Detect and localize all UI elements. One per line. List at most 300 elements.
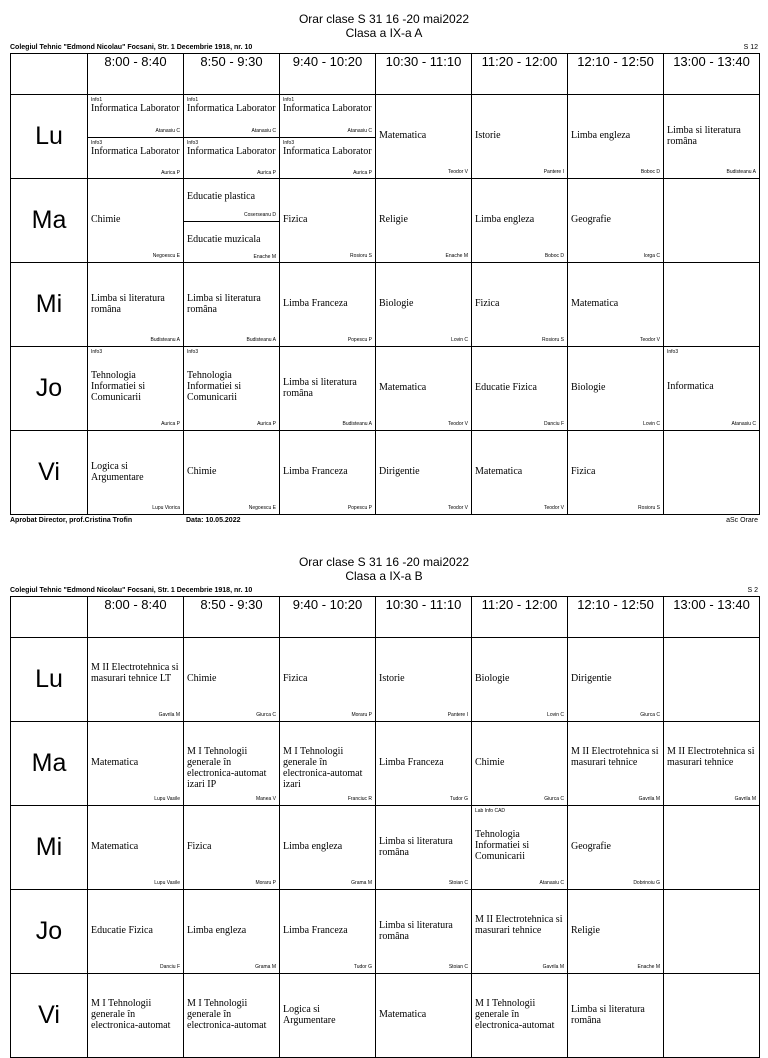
teacher-label: Lupu Viorica bbox=[152, 505, 180, 511]
subject-label: Informatica Laborator bbox=[187, 145, 276, 157]
lesson-half bbox=[184, 179, 279, 221]
room-label: Info1 bbox=[187, 97, 199, 103]
lesson-cell bbox=[88, 722, 184, 806]
subject-label: Chimie bbox=[475, 757, 505, 768]
subject-label: Fizica bbox=[571, 466, 596, 477]
subject-label: Informatica Laborator bbox=[187, 103, 276, 114]
subject-label: Chimie bbox=[187, 673, 217, 684]
lesson-content bbox=[472, 431, 567, 514]
class-name: Clasa a IX-a A bbox=[345, 26, 423, 40]
teacher-label: Popescu P bbox=[347, 505, 372, 511]
approved-by: Aprobat Director, prof.Cristina Trofin bbox=[10, 517, 133, 524]
subject-label: Limba si literatura româna bbox=[379, 920, 453, 942]
lesson-content bbox=[376, 263, 471, 346]
lesson-cell bbox=[280, 890, 376, 974]
hour-header: 9:40 - 10:20 bbox=[280, 54, 376, 95]
lesson-content bbox=[664, 431, 759, 514]
lesson-content bbox=[568, 263, 663, 346]
teacher-label: Negoescu E bbox=[152, 253, 180, 259]
subject-label: Matematica bbox=[379, 130, 427, 141]
lesson-content bbox=[376, 179, 471, 262]
subject-label: Limba Franceza bbox=[379, 757, 444, 768]
teacher-label: Rosioru S bbox=[638, 505, 660, 511]
lesson-cell bbox=[568, 638, 664, 722]
lesson-cell bbox=[472, 974, 568, 1058]
teacher-label: Pantere I bbox=[543, 169, 564, 175]
subject-label: Tehnologia Informatiei si Comunicarii bbox=[91, 370, 146, 403]
lesson-cell bbox=[184, 179, 280, 263]
teacher-label: Enache M bbox=[637, 964, 660, 970]
corner-cell bbox=[11, 54, 88, 95]
school-address: Colegiul Tehnic "Edmond Nicolau" Focsani, Str. 1 Decembrie 1918, nr. 10 bbox=[10, 587, 253, 594]
timetable-grid bbox=[10, 53, 760, 515]
day-label: Ma bbox=[11, 179, 88, 263]
lesson-cell bbox=[664, 179, 760, 263]
lesson-content bbox=[184, 431, 279, 514]
teacher-label: Gavrila M bbox=[638, 796, 660, 802]
lesson-content bbox=[568, 638, 663, 721]
subject-label: Limba si literatura româna bbox=[91, 293, 165, 315]
hour-header: 8:50 - 9:30 bbox=[184, 54, 280, 95]
lesson-cell bbox=[88, 638, 184, 722]
lesson-content bbox=[184, 722, 279, 805]
subject-label: M II Electrotehnica si masurari tehnice bbox=[475, 914, 563, 936]
lesson-cell bbox=[568, 806, 664, 890]
teacher-label: Budisteanu A bbox=[726, 169, 756, 175]
teacher-label: Budisteanu A bbox=[246, 337, 276, 343]
subject-label: Educatie Fizica bbox=[475, 382, 537, 393]
teacher-label: Lupu Vasile bbox=[154, 880, 180, 886]
lesson-cell bbox=[88, 806, 184, 890]
teacher-label: Rosioru S bbox=[542, 337, 564, 343]
subject-label: Chimie bbox=[187, 466, 217, 477]
teacher-label: Budisteanu A bbox=[342, 421, 372, 427]
hour-header: 9:40 - 10:20 bbox=[280, 597, 376, 638]
lesson-cell bbox=[280, 806, 376, 890]
day-label: Ma bbox=[11, 722, 88, 806]
timetable-sheet-b bbox=[0, 553, 768, 1031]
subject-label: Logica si Argumentare bbox=[91, 461, 144, 483]
lesson-cell bbox=[88, 263, 184, 347]
day-row bbox=[11, 95, 760, 179]
hour-header: 13:00 - 13:40 bbox=[664, 597, 760, 638]
subject-label: Matematica bbox=[379, 1009, 427, 1020]
lesson-content bbox=[664, 638, 759, 721]
day-label: Lu bbox=[11, 638, 88, 722]
lesson-content bbox=[472, 638, 567, 721]
teacher-label: Atanasiu C bbox=[251, 127, 276, 134]
teacher-label: Pantere I bbox=[447, 712, 468, 718]
subject-label: Dirigentie bbox=[379, 466, 420, 477]
teacher-label: Atanasiu C bbox=[347, 127, 372, 134]
lesson-content bbox=[472, 806, 567, 889]
lesson-content bbox=[88, 95, 183, 178]
lesson-content bbox=[568, 806, 663, 889]
lesson-cell bbox=[184, 722, 280, 806]
lesson-cell bbox=[280, 431, 376, 515]
subject-label: Informatica Laborator bbox=[283, 103, 372, 114]
lesson-content bbox=[376, 638, 471, 721]
lesson-content bbox=[472, 347, 567, 430]
subject-label: M II Electrotehnica si masurari tehnice bbox=[571, 746, 659, 768]
lesson-cell bbox=[184, 890, 280, 974]
teacher-label: Aurica P bbox=[353, 170, 372, 176]
lesson-content bbox=[376, 347, 471, 430]
room-label: Info3 bbox=[187, 349, 199, 355]
corner-cell bbox=[11, 597, 88, 638]
lesson-cell bbox=[376, 806, 472, 890]
subject-label: Informatica Laborator bbox=[283, 145, 372, 157]
subject-label: Limba si literatura româna bbox=[283, 377, 357, 399]
day-label: Vi bbox=[11, 431, 88, 515]
day-row bbox=[11, 263, 760, 347]
lesson-half bbox=[280, 137, 375, 179]
teacher-label: Danciu F bbox=[159, 964, 180, 970]
teacher-label: Manea V bbox=[255, 796, 276, 802]
lesson-cell bbox=[664, 806, 760, 890]
teacher-label: Teodor V bbox=[639, 337, 660, 343]
lesson-cell bbox=[568, 179, 664, 263]
subject-label: Chimie bbox=[91, 214, 121, 225]
lesson-cell bbox=[664, 638, 760, 722]
lesson-content bbox=[376, 431, 471, 514]
hour-header: 12:10 - 12:50 bbox=[568, 54, 664, 95]
sheet-title: Orar clase S 31 16 -20 mai2022 bbox=[298, 555, 470, 569]
subject-label: Limba engleza bbox=[187, 925, 247, 936]
hour-header: 10:30 - 11:10 bbox=[376, 597, 472, 638]
lesson-content bbox=[184, 890, 279, 973]
lesson-cell bbox=[472, 431, 568, 515]
lesson-cell bbox=[664, 431, 760, 515]
subject-label: Fizica bbox=[475, 298, 500, 309]
lesson-cell bbox=[376, 974, 472, 1058]
teacher-label: Lovin C bbox=[451, 337, 468, 343]
lesson-content bbox=[472, 974, 567, 1057]
lesson-content bbox=[280, 974, 375, 1057]
lesson-cell bbox=[664, 95, 760, 179]
teacher-label: Lovin C bbox=[643, 421, 660, 427]
lesson-content bbox=[280, 722, 375, 805]
hour-header: 8:50 - 9:30 bbox=[184, 597, 280, 638]
lesson-content bbox=[184, 263, 279, 346]
lesson-content bbox=[664, 890, 759, 973]
lesson-content bbox=[280, 890, 375, 973]
lesson-content bbox=[88, 263, 183, 346]
lesson-cell bbox=[568, 890, 664, 974]
lesson-half bbox=[184, 95, 279, 137]
teacher-label: Gavrila M bbox=[158, 712, 180, 718]
lesson-cell bbox=[472, 179, 568, 263]
lesson-content bbox=[184, 347, 279, 430]
subject-label: Fizica bbox=[283, 214, 308, 225]
room-label: Info1 bbox=[283, 97, 295, 103]
lesson-cell bbox=[280, 638, 376, 722]
teacher-label: Grama M bbox=[255, 964, 276, 970]
room-label: Info3 bbox=[283, 139, 295, 146]
subject-label: M II Electrotehnica si masurari tehnice bbox=[667, 746, 755, 768]
lesson-cell bbox=[184, 806, 280, 890]
lesson-cell bbox=[184, 974, 280, 1058]
lesson-content bbox=[568, 974, 663, 1057]
lesson-cell bbox=[184, 431, 280, 515]
hour-header: 10:30 - 11:10 bbox=[376, 54, 472, 95]
teacher-label: Boboc D bbox=[640, 169, 660, 175]
teacher-label: Aurica P bbox=[257, 170, 276, 176]
lesson-content bbox=[280, 806, 375, 889]
lesson-content bbox=[472, 95, 567, 178]
lesson-cell bbox=[376, 431, 472, 515]
lesson-half bbox=[184, 137, 279, 179]
lesson-cell bbox=[280, 722, 376, 806]
teacher-label: Stoian C bbox=[448, 964, 468, 970]
subject-label: Limba engleza bbox=[475, 214, 535, 225]
teacher-label: Aurica P bbox=[161, 170, 180, 176]
teacher-label: Atanasiu C bbox=[155, 127, 180, 134]
lesson-content bbox=[568, 347, 663, 430]
lesson-content bbox=[88, 974, 183, 1057]
lesson-cell bbox=[472, 722, 568, 806]
subject-label: M II Electrotehnica si masurari tehnice LT bbox=[91, 662, 179, 684]
lesson-cell bbox=[184, 347, 280, 431]
lesson-cell bbox=[664, 347, 760, 431]
lesson-content bbox=[184, 179, 279, 262]
lesson-content bbox=[664, 95, 759, 178]
lesson-cell bbox=[280, 347, 376, 431]
lesson-content bbox=[568, 95, 663, 178]
lesson-cell bbox=[88, 95, 184, 179]
day-label: Jo bbox=[11, 347, 88, 431]
day-row bbox=[11, 347, 760, 431]
lesson-cell bbox=[664, 263, 760, 347]
day-label: Mi bbox=[11, 263, 88, 347]
subject-label: Limba Franceza bbox=[283, 925, 348, 936]
subject-label: Biologie bbox=[475, 673, 510, 684]
lesson-cell bbox=[184, 95, 280, 179]
lesson-cell bbox=[472, 806, 568, 890]
subject-label: Educatie muzicala bbox=[187, 233, 261, 245]
teacher-label: Atanasiu C bbox=[731, 421, 756, 427]
lesson-cell bbox=[184, 638, 280, 722]
subject-label: Tehnologia Informatiei si Comunicarii bbox=[475, 829, 530, 862]
teacher-label: Coserseanu D bbox=[244, 211, 276, 218]
page-number: S 2 bbox=[747, 587, 758, 594]
lesson-content bbox=[376, 974, 471, 1057]
lesson-cell bbox=[664, 974, 760, 1058]
subject-label: M I Tehnologii generale în electronica-automat bbox=[91, 998, 171, 1031]
lesson-cell bbox=[472, 347, 568, 431]
teacher-label: Giurca C bbox=[256, 712, 276, 718]
page-number: S 12 bbox=[743, 44, 758, 51]
subject-label: Religie bbox=[571, 925, 600, 936]
lesson-cell bbox=[376, 263, 472, 347]
lesson-cell bbox=[376, 347, 472, 431]
teacher-label: Atanasiu C bbox=[539, 880, 564, 886]
subject-label: Matematica bbox=[379, 382, 427, 393]
teacher-label: Giurca C bbox=[640, 712, 660, 718]
subject-label: M I Tehnologii generale în electronica-automat izari bbox=[283, 746, 363, 790]
teacher-label: Gavrila M bbox=[734, 796, 756, 802]
lesson-cell bbox=[280, 263, 376, 347]
teacher-label: Lovin C bbox=[547, 712, 564, 718]
subject-label: Informatica bbox=[667, 381, 714, 392]
lesson-content bbox=[472, 179, 567, 262]
subject-label: Limba si literatura româna bbox=[187, 293, 261, 315]
lesson-content bbox=[568, 890, 663, 973]
hour-header: 13:00 - 13:40 bbox=[664, 54, 760, 95]
subject-label: Fizica bbox=[283, 673, 308, 684]
day-label: Lu bbox=[11, 95, 88, 179]
teacher-label: Lupu Vasile bbox=[154, 796, 180, 802]
lesson-content bbox=[184, 806, 279, 889]
subject-label: Limba engleza bbox=[283, 841, 343, 852]
teacher-label: Popescu P bbox=[347, 337, 372, 343]
lesson-content bbox=[184, 95, 279, 178]
lesson-content bbox=[280, 638, 375, 721]
subject-label: Geografie bbox=[571, 214, 611, 225]
lesson-content bbox=[664, 974, 759, 1057]
teacher-label: Danciu F bbox=[543, 421, 564, 427]
lesson-cell bbox=[88, 431, 184, 515]
lesson-content bbox=[376, 806, 471, 889]
lesson-content bbox=[472, 722, 567, 805]
lesson-content bbox=[184, 638, 279, 721]
teacher-label: Tudor G bbox=[353, 964, 372, 970]
teacher-label: Dobrinoiu G bbox=[633, 880, 660, 886]
day-label: Jo bbox=[11, 890, 88, 974]
subject-label: Matematica bbox=[571, 298, 619, 309]
subject-label: Geografie bbox=[571, 841, 611, 852]
subject-label: Istorie bbox=[475, 130, 501, 141]
teacher-label: Budisteanu A bbox=[150, 337, 180, 343]
lesson-cell bbox=[88, 974, 184, 1058]
lesson-content bbox=[88, 431, 183, 514]
lesson-content bbox=[88, 890, 183, 973]
lesson-cell bbox=[376, 890, 472, 974]
subject-label: Religie bbox=[379, 214, 408, 225]
subject-label: Istorie bbox=[379, 673, 405, 684]
lesson-cell bbox=[472, 263, 568, 347]
lesson-content bbox=[88, 347, 183, 430]
subject-label: Matematica bbox=[91, 757, 139, 768]
subject-label: Biologie bbox=[571, 382, 606, 393]
day-row bbox=[11, 806, 760, 890]
lesson-half bbox=[88, 95, 183, 137]
subject-label: Matematica bbox=[475, 466, 523, 477]
lesson-cell bbox=[568, 95, 664, 179]
lesson-cell bbox=[88, 179, 184, 263]
subject-label: Tehnologia Informatiei si Comunicarii bbox=[187, 370, 242, 403]
lesson-cell bbox=[184, 263, 280, 347]
teacher-label: Franciuc R bbox=[347, 796, 372, 802]
teacher-label: Aurica P bbox=[257, 421, 276, 427]
room-label: Info3 bbox=[187, 139, 199, 146]
room-label: Info3 bbox=[91, 349, 103, 355]
teacher-label: Grama M bbox=[351, 880, 372, 886]
header-row bbox=[11, 597, 760, 638]
room-label: Info1 bbox=[91, 97, 103, 103]
teacher-label: Teodor V bbox=[543, 505, 564, 511]
day-row bbox=[11, 179, 760, 263]
teacher-label: Aurica P bbox=[161, 421, 180, 427]
lesson-cell bbox=[472, 95, 568, 179]
lesson-cell bbox=[376, 95, 472, 179]
room-label: Lab Info CAD bbox=[475, 808, 506, 814]
lesson-content bbox=[376, 890, 471, 973]
header-row bbox=[11, 54, 760, 95]
lesson-half bbox=[280, 95, 375, 137]
teacher-label: Giurca C bbox=[544, 796, 564, 802]
class-name: Clasa a IX-a B bbox=[345, 569, 423, 583]
subject-label: M I Tehnologii generale în electronica-automat izari IP bbox=[187, 746, 267, 790]
teacher-label: Tudor G bbox=[449, 796, 468, 802]
subject-label: Limba Franceza bbox=[283, 466, 348, 477]
room-label: Info3 bbox=[667, 349, 679, 355]
teacher-label: Moraru P bbox=[351, 712, 372, 718]
day-row bbox=[11, 890, 760, 974]
lesson-content bbox=[568, 722, 663, 805]
subject-label: Logica si Argumentare bbox=[283, 1004, 336, 1026]
lesson-cell bbox=[88, 890, 184, 974]
day-row bbox=[11, 638, 760, 722]
lesson-cell bbox=[568, 722, 664, 806]
hour-header: 11:20 - 12:00 bbox=[472, 597, 568, 638]
teacher-label: Teodor V bbox=[447, 169, 468, 175]
teacher-label: Moraru P bbox=[255, 880, 276, 886]
subject-label: Informatica Laborator bbox=[91, 145, 180, 157]
lesson-content bbox=[664, 806, 759, 889]
lesson-cell bbox=[280, 179, 376, 263]
hour-header: 8:00 - 8:40 bbox=[88, 54, 184, 95]
teacher-label: Enache M bbox=[253, 254, 276, 260]
lesson-content bbox=[88, 806, 183, 889]
subject-label: M I Tehnologii generale în electronica-automat bbox=[187, 998, 267, 1031]
teacher-label: Teodor V bbox=[447, 505, 468, 511]
lesson-content bbox=[664, 722, 759, 805]
subject-label: Limba engleza bbox=[571, 130, 631, 141]
timetable-grid bbox=[10, 596, 760, 1058]
subject-label: Educatie plastica bbox=[187, 191, 256, 202]
lesson-content bbox=[472, 263, 567, 346]
lesson-cell bbox=[472, 890, 568, 974]
lesson-cell bbox=[376, 179, 472, 263]
lesson-content bbox=[280, 431, 375, 514]
subject-label: Informatica Laborator bbox=[91, 103, 180, 114]
subject-label: Educatie Fizica bbox=[91, 925, 153, 936]
subject-label: Limba si literatura româna bbox=[667, 125, 741, 147]
sheet-title: Orar clase S 31 16 -20 mai2022 bbox=[298, 12, 470, 26]
lesson-cell bbox=[568, 431, 664, 515]
subject-label: Biologie bbox=[379, 298, 414, 309]
subject-label: M I Tehnologii generale în electronica-automat bbox=[475, 998, 555, 1031]
lesson-content bbox=[664, 179, 759, 262]
lesson-cell bbox=[376, 638, 472, 722]
day-row bbox=[11, 974, 760, 1058]
teacher-label: Teodor V bbox=[447, 421, 468, 427]
lesson-cell bbox=[568, 347, 664, 431]
teacher-label: Boboc D bbox=[544, 253, 564, 259]
lesson-content bbox=[568, 179, 663, 262]
lesson-cell bbox=[664, 890, 760, 974]
lesson-cell bbox=[88, 347, 184, 431]
subject-label: Dirigentie bbox=[571, 673, 612, 684]
subject-label: Limba si literatura româna bbox=[571, 1004, 645, 1026]
lesson-content bbox=[184, 974, 279, 1057]
hour-header: 11:20 - 12:00 bbox=[472, 54, 568, 95]
lesson-cell bbox=[568, 974, 664, 1058]
lesson-cell bbox=[664, 722, 760, 806]
lesson-cell bbox=[280, 974, 376, 1058]
subject-label: Limba Franceza bbox=[283, 298, 348, 309]
